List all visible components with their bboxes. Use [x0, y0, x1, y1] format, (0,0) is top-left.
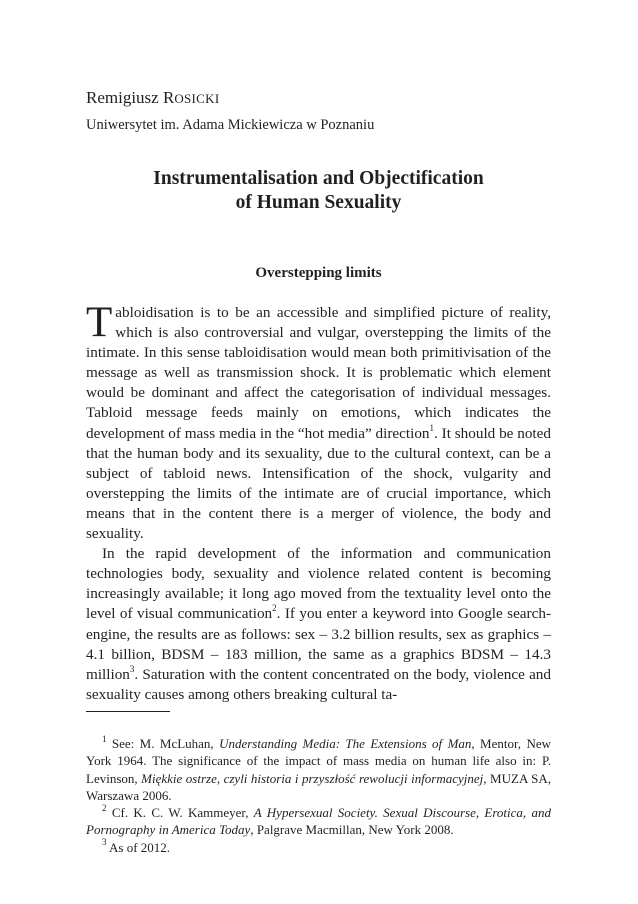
- article-title: [86, 167, 551, 215]
- author-surname-smallcaps: OSICKI: [174, 91, 220, 106]
- paragraph-1: [86, 299, 551, 544]
- paragraph-2-text-c: . Saturation with the content concentrated on the body, violence and sexuality causes among others breaking cultural ta-: [86, 665, 551, 703]
- footnote-2-title: A Hypersexual Society. Sexual Discourse, Erotica, and Pornography in America Today: [86, 805, 551, 838]
- author-affiliation: Uniwersytet im. Adama Mickiewicza w Poznaniu: [86, 117, 375, 133]
- title-line-1: Instrumentalisation and Objectification: [153, 168, 484, 189]
- section-heading: Overstepping limits: [255, 265, 382, 281]
- footnote-ref-2: 2: [272, 603, 277, 614]
- author-name: [86, 88, 551, 109]
- footnote-2-text-end: , Palgrave Macmillan, New York 2008.: [250, 822, 454, 838]
- paragraph-2-text-a: In the rapid development of the information and communication technologies body, sexuality and violence related content is becoming increasingly available; it long ago moved from the textuality level onto the level of visual communication: [86, 545, 551, 623]
- footnote-ref-3: 3: [129, 663, 135, 674]
- author-first-name: Remigiusz: [86, 88, 163, 107]
- footnote-3-text: As of 2012.: [106, 839, 171, 855]
- footnote-1-title: Understanding Media: The Extensions of Man: [219, 736, 472, 751]
- footnote-2-mark: 2: [102, 802, 107, 813]
- footnote-3: [86, 839, 551, 856]
- footnote-ref-1: 1: [429, 422, 435, 433]
- body-text: [86, 299, 551, 705]
- footnote-2-text: Cf. K. C. W. Kammeyer,: [106, 805, 254, 821]
- paragraph-2: [86, 544, 551, 705]
- footnote-separator: [86, 711, 170, 712]
- title-line-2: of Human Sexuality: [235, 192, 402, 213]
- footnote-1-title-2: Miękkie ostrze, czyli historia i przyszłość rewolucji informacyjnej: [141, 770, 484, 786]
- drop-cap: T: [86, 299, 113, 346]
- author-surname-initial: R: [162, 88, 175, 107]
- paragraph-1-text-b: . It should be noted that the human body and its sexuality, due to the cultural context, can be a subject of tabloid news. Intensification of the shock, vulgarity and overstepping the limits of the intimate are of crucial importance, which means that in the content there is a merger of violence, the body and sexuality.: [86, 424, 551, 543]
- footnote-1: [86, 735, 551, 804]
- footnote-1-mark: 1: [102, 733, 107, 744]
- footnote-2: [86, 804, 551, 839]
- footnote-1-text-mid: , Mentor, New York 1964. The significance of the impact of mass media on human life also in: P. Levinson,: [86, 736, 552, 786]
- footnote-1-text-end: , MUZA SA, Warszawa 2006.: [86, 770, 551, 803]
- footnote-1-text: See: M. McLuhan,: [106, 736, 220, 751]
- footnote-3-mark: 3: [102, 837, 107, 848]
- paragraph-1-text-a: abloidisation is to be an accessible and simplified picture of reality, which is also controversial and vulgar, overstepping the limits of the intimate. In this sense tabloidisation would mean both primitivisation of the message as well as transmission shock. It is problematic which element would be dominant and affect the categorisation of individual messages. Tabloid message feeds mainly on emotions, which indicates the development of mass media in the “hot media” direction: [86, 304, 551, 442]
- footnotes: [86, 735, 551, 856]
- paragraph-2-text-b: . If you enter a keyword into Google search-engine, the results are as follows: sex – 3.2 billion results, sex as graphics – 4.1 billion, BDSM – 183 million, the same as a graphics BDSM – 14.3 million: [86, 605, 551, 683]
